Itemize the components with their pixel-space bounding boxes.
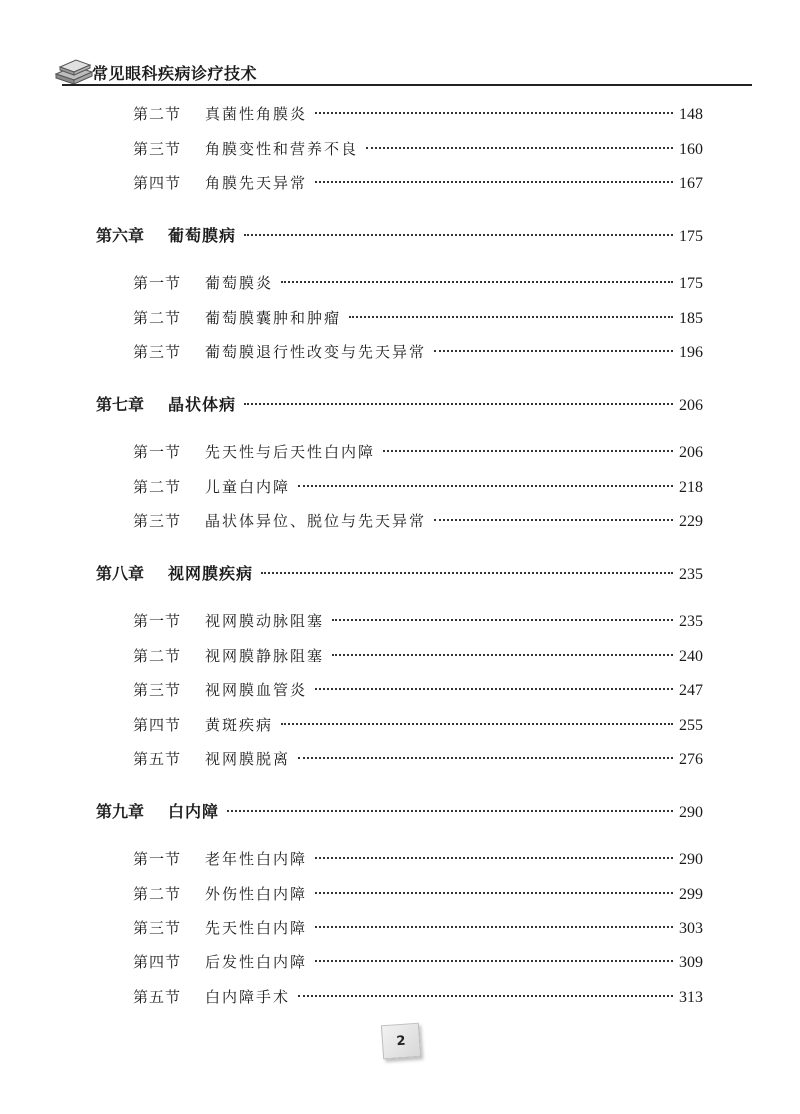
page-number: 2 [395,1033,407,1049]
toc-section-row[interactable] [133,714,703,738]
leader-dots [315,959,673,962]
toc-section-row[interactable] [133,610,703,634]
page-ref: 235 [679,566,703,583]
section-number: 第五节 [133,988,182,1006]
toc-section-row[interactable] [133,510,703,534]
section-number: 第四节 [133,953,182,971]
toc-chapter-row[interactable] [96,223,703,247]
toc-section-row[interactable] [133,848,703,872]
page-ref: 206 [679,444,703,461]
toc-section-row[interactable] [133,172,703,196]
page-ref: 276 [679,751,703,768]
leader-dots [332,653,673,656]
chapter-number: 第七章 [96,395,145,414]
page-ref: 218 [679,479,703,496]
chapter-title: 晶状体病 [168,395,237,414]
leader-dots [315,925,673,928]
section-title: 先天性白内障 [205,919,308,937]
page-ref: 196 [679,344,703,361]
leader-dots [281,722,673,725]
section-title: 视网膜血管炎 [205,681,308,699]
leader-dots [434,349,673,352]
section-number: 第二节 [133,309,182,327]
page-ref: 175 [679,228,703,245]
leader-dots [298,756,673,759]
page-ref: 167 [679,175,703,192]
section-number: 第三节 [133,919,182,937]
toc-section-row[interactable] [133,951,703,975]
leader-dots [349,315,673,318]
section-number: 第二节 [133,105,182,123]
section-title: 外伤性白内障 [205,885,308,903]
chapter-number: 第六章 [96,226,145,245]
header-title: 常见眼科疾病诊疗技术 [92,64,258,83]
leader-dots [244,402,673,405]
page-ref: 229 [679,513,703,530]
leader-dots [332,618,673,621]
toc-section-row[interactable] [133,917,703,941]
section-number: 第二节 [133,885,182,903]
page-ref: 290 [679,804,703,821]
book-stack-icon [52,52,96,86]
leader-dots [227,809,673,812]
section-number: 第五节 [133,750,182,768]
leader-dots [383,449,673,452]
section-title: 黄斑疾病 [205,716,274,734]
page-ref: 299 [679,886,703,903]
section-title: 视网膜静脉阻塞 [205,647,325,665]
leader-dots [298,484,673,487]
chapter-title: 白内障 [168,802,220,821]
section-number: 第四节 [133,174,182,192]
page-ref: 185 [679,310,703,327]
section-title: 角膜变性和营养不良 [205,140,359,158]
section-title: 后发性白内障 [205,953,308,971]
toc-section-row[interactable] [133,679,703,703]
page-number-badge [381,1023,421,1060]
page-ref: 247 [679,682,703,699]
page-ref: 255 [679,717,703,734]
page-ref: 240 [679,648,703,665]
leader-dots [298,994,673,997]
section-title: 葡萄膜退行性改变与先天异常 [205,343,427,361]
section-number: 第二节 [133,478,182,496]
section-number: 第三节 [133,512,182,530]
toc-section-row[interactable] [133,748,703,772]
toc-chapter-row[interactable] [96,561,703,585]
toc-section-row[interactable] [133,307,703,331]
leader-dots [366,146,673,149]
page-ref: 303 [679,920,703,937]
section-number: 第三节 [133,681,182,699]
chapter-title: 葡萄膜病 [168,226,237,245]
section-title: 真菌性角膜炎 [205,105,308,123]
leader-dots [315,111,673,114]
section-title: 先天性与后天性白内障 [205,443,376,461]
section-title: 角膜先天异常 [205,174,308,192]
toc-section-row[interactable] [133,441,703,465]
section-number: 第四节 [133,716,182,734]
section-title: 葡萄膜炎 [205,274,274,292]
page-ref: 235 [679,613,703,630]
section-number: 第一节 [133,612,182,630]
toc-section-row[interactable] [133,103,703,127]
leader-dots [315,891,673,894]
section-number: 第一节 [133,443,182,461]
toc-section-row[interactable] [133,341,703,365]
section-title: 白内障手术 [205,988,291,1006]
section-number: 第三节 [133,343,182,361]
leader-dots [434,518,673,521]
toc-chapter-row[interactable] [96,392,703,416]
section-title: 晶状体异位、脱位与先天异常 [205,512,427,530]
page-ref: 309 [679,954,703,971]
chapter-number: 第九章 [96,802,145,821]
section-number: 第二节 [133,647,182,665]
section-title: 儿童白内障 [205,478,291,496]
toc-section-row[interactable] [133,476,703,500]
page-ref: 148 [679,106,703,123]
section-number: 第一节 [133,850,182,868]
page-ref: 160 [679,141,703,158]
leader-dots [244,233,673,236]
section-title: 葡萄膜囊肿和肿瘤 [205,309,342,327]
section-title: 视网膜动脉阻塞 [205,612,325,630]
leader-dots [315,687,673,690]
leader-dots [261,571,673,574]
section-number: 第一节 [133,274,182,292]
page-ref: 313 [679,989,703,1006]
leader-dots [281,280,673,283]
running-header [0,0,800,100]
page-ref: 206 [679,397,703,414]
section-number: 第三节 [133,140,182,158]
section-title: 老年性白内障 [205,850,308,868]
header-rule [62,84,752,86]
toc-section-row[interactable] [133,645,703,669]
toc-section-row[interactable] [133,986,703,1010]
section-title: 视网膜脱离 [205,750,291,768]
page-ref: 290 [679,851,703,868]
toc-section-row[interactable] [133,272,703,296]
toc-section-row[interactable] [133,138,703,162]
page-ref: 175 [679,275,703,292]
chapter-number: 第八章 [96,564,145,583]
chapter-title: 视网膜疾病 [168,564,254,583]
toc-chapter-row[interactable] [96,799,703,823]
toc-section-row[interactable] [133,883,703,907]
leader-dots [315,856,673,859]
leader-dots [315,180,673,183]
